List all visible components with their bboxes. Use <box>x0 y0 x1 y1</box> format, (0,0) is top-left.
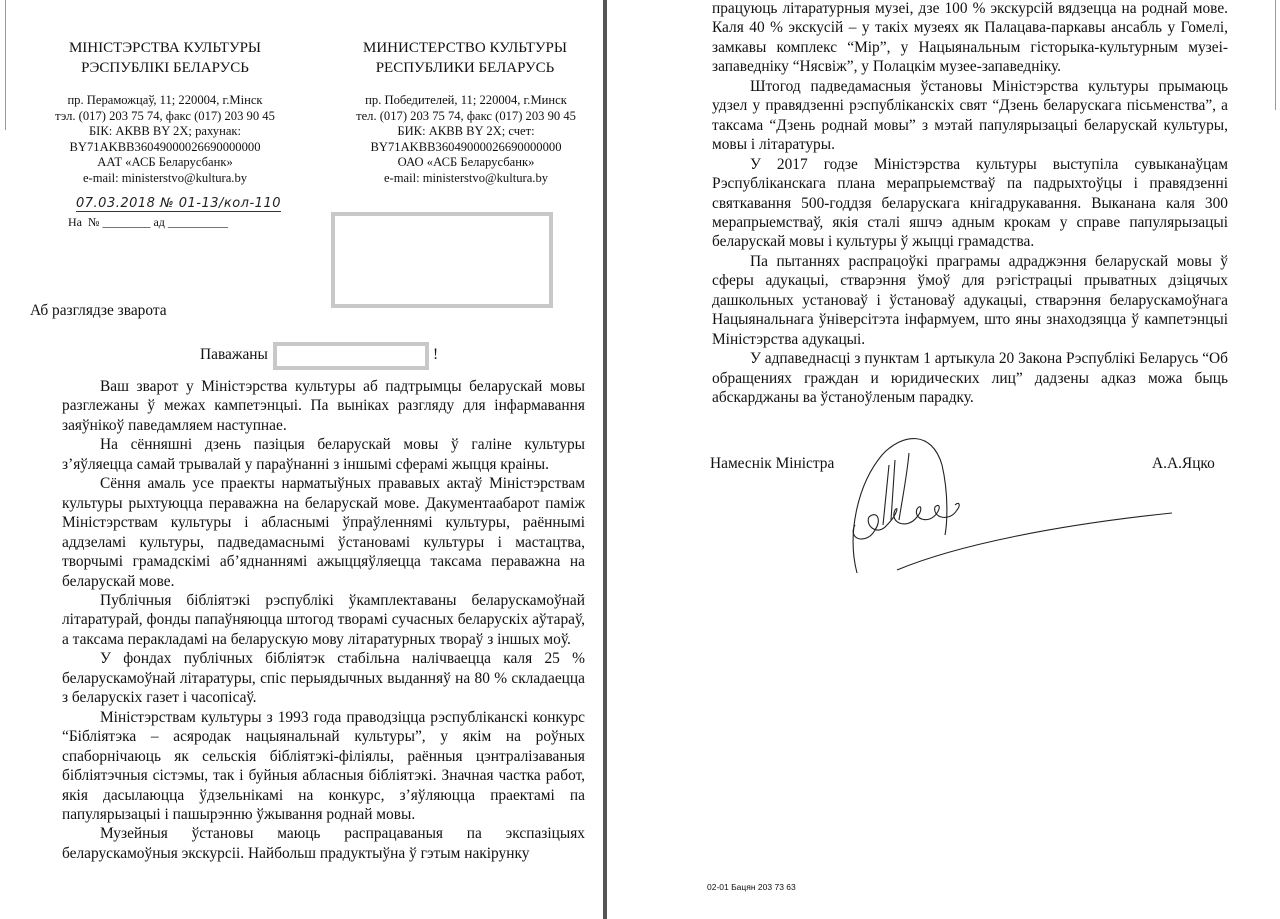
paragraph: Музейныя ўстановы маюць распрацаваныя па экспазіцыях беларускамоўныя экскурсіі. Найбольш прадуктыўна ў гэтым накірунку <box>62 825 585 862</box>
header-belarusian <box>40 38 290 78</box>
paragraph: Публічныя бібліятэкі рэспублікі ўкамплектаваны беларускамоўнай літаратурай, фонды папаўняюцца штогод творамі сучасных беларускіх аўтараў, а таксама перакладамі на беларускую мову літаратурных твораў з іншых моў. <box>62 591 585 648</box>
handwritten-reference: 07.03.2018 № 01-13/кол-110 <box>76 196 281 211</box>
right-page <box>607 0 1280 919</box>
address-russian <box>326 93 606 187</box>
paragraph: Па пытаннях распрацоўкі праграмы адраджэння беларускай мовы ў сферы адукацыі, стварэння ўмоў для рэгістрацыі прыватных дзіцячых дашкольных установаў і ўстановаў адукацыі, стварэння беларускамоўнага Нацыянальнага ўніверсітэта інфармуем, што яны знаходзяцца ў кампетэнцыі Міністэрства адукацыі. <box>712 252 1228 348</box>
paragraph: На сённяшні дзень пазіцыя беларускай мовы ў галіне культуры з’яўляецца самай трывалай у параўнанні з іншымі сферамі жыцця краіны. <box>62 436 585 473</box>
salutation: Паважаны <box>200 346 268 363</box>
letter-body-left <box>62 377 585 863</box>
address-line: тел. (017) 203 75 74, факс (017) 203 90 45 <box>356 108 576 123</box>
subject-line: Аб разглядзе зварота <box>30 302 167 319</box>
paragraph: У адпаведнасці з пунктам 1 артыкула 20 Закона Рэспублікі Беларусь “Об обращениях граждан и юридических лиц” дадзены адказ можа быць абскарджаны ва ўстаноўленым парадку. <box>712 350 1228 407</box>
reference-line: На № ________ ад __________ <box>68 215 228 229</box>
paragraph: Міністэрствам культуры з 1993 года праводзіцца рэспубліканскі конкурс “Бібліятэка – асяродак нацыянальнай культуры”, у якім на роўных спаборнічаюць як сельскія бібліятэкі-філіялы, раённыя цэнтралізаваныя бібліятэчныя сістэмы, так і буйныя абласныя бібліятэкі. Значная частка работ, якія дасылаюцца ўдзельнікамі на конкурс, з’яўляюцца праектамі па папулярызацыі і пашырэнню ўжывання роднай мовы. <box>62 708 585 823</box>
header-line: РЕСПУБЛИКИ БЕЛАРУСЬ <box>375 60 555 76</box>
header-line: РЭСПУБЛІКІ БЕЛАРУСЬ <box>81 60 249 76</box>
address-line: e-mail: ministerstvo@kultura.by <box>383 170 549 185</box>
redacted-name-box <box>273 342 429 370</box>
address-line: пр. Пераможцаў, 11; 220004, г.Мінск <box>67 93 263 107</box>
handwritten-signature <box>837 425 1217 575</box>
header-russian <box>340 38 590 78</box>
header-line: МІНІСТЭРСТВА КУЛЬТУРЫ <box>68 40 262 56</box>
paragraph: працуюць літаратурныя музеі, дзе 100 % экскурсій вядзецца на роднай мове. Каля 40 % экскусій – у такіх музеях як Палацава-паркавы ансабль у Гомелі, замкавы комплекс “Мір”, у Нацыянальным гісторыка-культурным музеі-запаведніку “Нясвіж”, у Полацкім музее-запаведніку. <box>712 0 1228 76</box>
address-line: БІК: АКВВ BY 2X; рахунак: <box>88 124 242 139</box>
address-line: BY71AKBB36049000026690000000 <box>370 139 562 154</box>
footer-contact: 02-01 Бацян 203 73 63 <box>707 882 796 892</box>
address-line: e-mail: ministerstvo@kultura.by <box>82 170 248 185</box>
paragraph: У фондах публічных бібліятэк стабільна налічваецца каля 25 % беларускамоўнай літаратуры, спіс перыядычных выданняў на 80 % складаецца з беларускіх газет і часопісаў. <box>62 650 585 707</box>
header-line: МИНИСТЕРСТВО КУЛЬТУРЫ <box>363 40 567 56</box>
address-line: тэл. (017) 203 75 74, факс (017) 203 90 45 <box>55 108 275 123</box>
address-line: БИК: АКВВ BY 2X; счет: <box>397 124 535 139</box>
signature-name: А.А.Яцко <box>1152 455 1215 472</box>
paragraph: У 2017 годзе Міністэрства культуры выступіла сувыканаўцам Рэспубліканскага плана мерапрыемстваў па падрыхтоўцы і правядзенні святкавання 500-годдзя беларускага кнігадрукавання. Выканана каля 300 мерапрыемстваў, якія сталі яшчэ адным крокам у справе папулярызацыі беларускай мовы і культуры ў жыцці грамадства. <box>712 155 1228 251</box>
paragraph: Сёння амаль усе праекты нарматыўных прававых актаў Міністэрствам культуры рыхтуюцца пераважна на беларускай мове. Дакументаабарот паміж Міністэрствам культуры і абласнымі ўпраўленнямі культуры, раённымі аддзеламі культуры, падведамаснымі ўстановамі культуры і мастацтва, творчымі грамадскімі аб’яднаннямі ажыццяўляецца таксама пераважна на беларускай мове. <box>62 475 585 590</box>
address-line: ОАО «АСБ Беларусбанк» <box>397 155 535 170</box>
redacted-recipient-box <box>331 212 553 308</box>
paragraph: Штогод падведамасныя ўстановы Міністэрства культуры прымаюць удзел у правядзенні рэспубліканскіх свят “Дзень беларускага пісьменства”, а таксама “Дзень роднай мовы” з мэтай папулярызацыі беларускай культуры, мовы і літаратуры. <box>712 77 1228 154</box>
address-line: пр. Победителей, 11; 220004, г.Минск <box>365 93 567 107</box>
address-belarusian <box>25 93 305 187</box>
letter-body-right <box>712 0 1228 408</box>
paragraph: Ваш зварот у Міністэрства культуры аб падтрымцы беларускай мовы разглежаны ў межах кампетэнцыі. Па выніках разгляду для інфармавання заяўнікоў паведамляем наступнае. <box>62 378 585 434</box>
signature-title: Намеснік Міністра <box>710 455 835 472</box>
scan-edge <box>1275 0 1276 110</box>
left-page <box>0 0 603 919</box>
address-line: BY71AKBB36049000026690000000 <box>69 139 261 154</box>
scan-edge <box>5 0 6 130</box>
address-line: ААТ «АСБ Беларусбанк» <box>97 155 233 170</box>
salutation-end: ! <box>433 346 439 363</box>
